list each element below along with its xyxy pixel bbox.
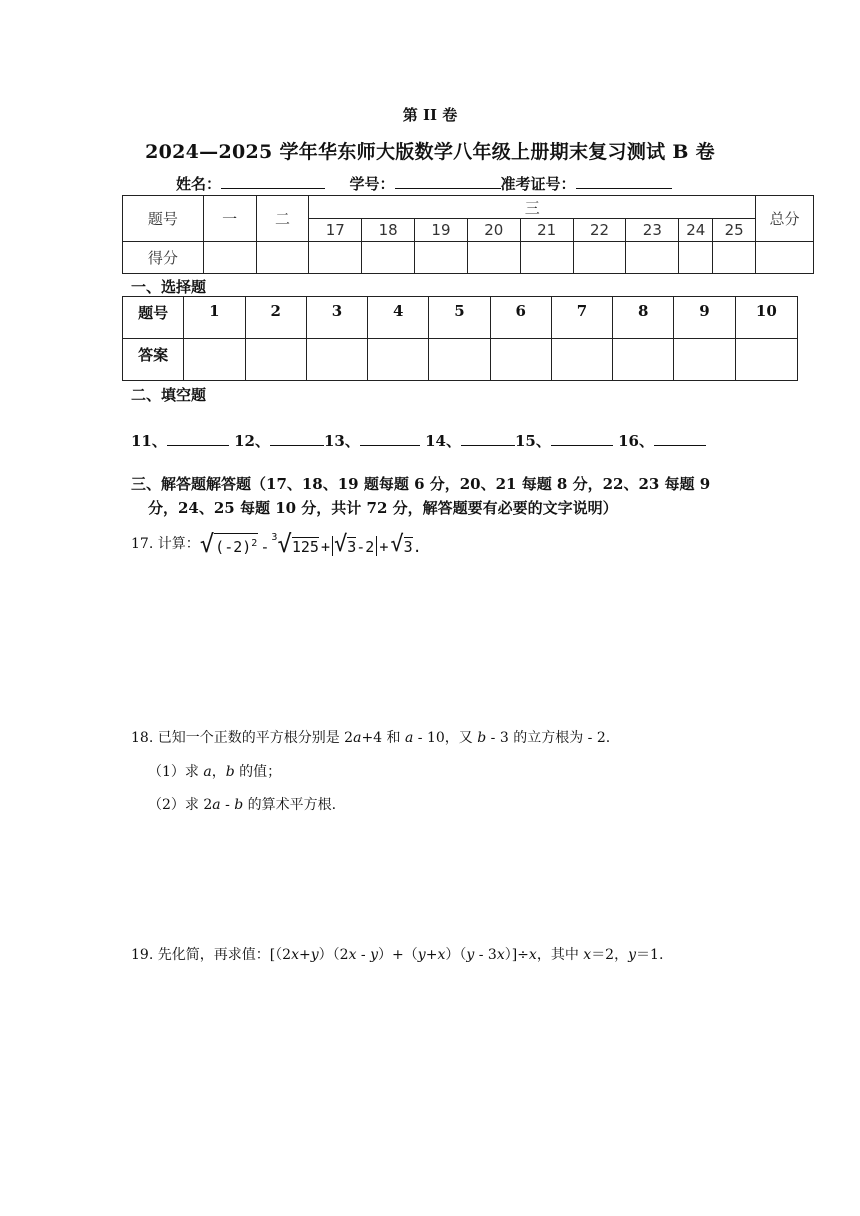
section-3-heading: 三、解答题解答题（17、18、19 题每题 6 分，20、21 每题 8 分，22、23 每题 9 <box>131 475 711 493</box>
fill-item-label: 11、 <box>131 432 167 450</box>
fill-blank[interactable] <box>461 431 515 446</box>
answer-table-number: 2 <box>245 297 306 339</box>
score-table-sub-col: 18 <box>362 219 415 242</box>
answer-cell[interactable] <box>613 339 674 381</box>
section-3-heading-cont: 分，24、25 每题 10 分，共计 72 分，解答题要有必要的文字说明） <box>148 499 618 517</box>
answer-table-number-label: 题号 <box>123 297 184 339</box>
score-table-sub-col: 22 <box>573 219 626 242</box>
fill-blank[interactable] <box>167 431 229 446</box>
fill-blank[interactable] <box>551 431 613 446</box>
cbrt-symbol: √ <box>277 530 292 558</box>
score-cell[interactable] <box>573 242 626 274</box>
score-table-col-1: 一 <box>203 196 256 242</box>
answer-cell[interactable] <box>735 339 797 381</box>
fill-blank[interactable] <box>270 431 324 446</box>
score-table-total: 总分 <box>756 196 814 242</box>
fill-blank[interactable] <box>360 431 420 446</box>
answer-table-number: 9 <box>674 297 735 339</box>
score-cell[interactable] <box>679 242 713 274</box>
question-18-part-1: （1）求 a，b 的值； <box>148 764 282 780</box>
section-2-heading: 二、填空题 <box>131 386 207 404</box>
fill-blank[interactable] <box>654 431 706 446</box>
sqrt-symbol: √ <box>199 530 215 558</box>
answer-cell[interactable] <box>429 339 490 381</box>
answer-table-number: 7 <box>551 297 612 339</box>
score-cell[interactable] <box>756 242 814 274</box>
sqrt-symbol: √ <box>333 532 348 557</box>
score-cell[interactable] <box>203 242 256 274</box>
exam-id-blank[interactable] <box>576 174 672 189</box>
score-cell[interactable] <box>626 242 679 274</box>
fill-item-label: 12、 <box>234 432 270 450</box>
score-cell[interactable] <box>520 242 573 274</box>
score-cell[interactable] <box>467 242 520 274</box>
score-table <box>122 195 814 274</box>
student-info-line <box>176 173 672 194</box>
score-table-score-label: 得分 <box>123 242 204 274</box>
fill-item-label: 16、 <box>618 432 654 450</box>
answer-table-number: 5 <box>429 297 490 339</box>
question-17-label: 17. 计算： <box>131 536 200 552</box>
student-id-blank[interactable] <box>395 174 501 189</box>
fill-item-label: 13、 <box>323 432 360 450</box>
answer-cell[interactable] <box>674 339 735 381</box>
score-cell[interactable] <box>415 242 468 274</box>
sqrt-symbol: √ <box>390 532 404 557</box>
answer-table-number: 8 <box>613 297 674 339</box>
page-title: 2024—2025 学年华东师大版数学八年级上册期末复习测试 B 卷 <box>145 141 715 163</box>
answer-table-number: 10 <box>735 297 797 339</box>
fill-blank-line <box>131 430 706 451</box>
answer-cell[interactable] <box>306 339 367 381</box>
question-18-part-2: （2）求 2a - b 的算术平方根. <box>148 797 337 813</box>
student-id-label: 学号： <box>349 175 395 193</box>
score-table-question-label: 题号 <box>123 196 204 242</box>
fill-item-label: 14、 <box>425 432 461 450</box>
answer-table-number: 6 <box>490 297 551 339</box>
score-table-sub-col: 21 <box>520 219 573 242</box>
exam-id-label: 准考证号： <box>500 175 576 193</box>
answer-table-number: 3 <box>306 297 367 339</box>
section-1-heading: 一、选择题 <box>131 278 207 296</box>
question-19: 19. 先化简，再求值：[（2x+y）（2x - y）+（y+x）（y - 3x）]÷x，其中 x＝2，y＝1. <box>131 947 664 963</box>
answer-cell[interactable] <box>184 339 245 381</box>
answer-cell[interactable] <box>245 339 306 381</box>
math-formula: √ $(-2)^2$ - $^3$ √ 125 + √ 3 -2 + √ 3 . <box>199 530 422 558</box>
score-cell[interactable] <box>362 242 415 274</box>
score-cell[interactable] <box>309 242 362 274</box>
name-blank[interactable] <box>221 174 325 189</box>
question-17 <box>131 532 422 556</box>
score-table-sub-col: 19 <box>415 219 468 242</box>
answer-cell[interactable] <box>368 339 429 381</box>
score-cell[interactable] <box>256 242 309 274</box>
answer-table-number: 1 <box>184 297 245 339</box>
answer-cell[interactable] <box>551 339 612 381</box>
score-table-sub-col: 25 <box>713 219 756 242</box>
score-table-sub-col: 24 <box>679 219 713 242</box>
score-table-sub-col: 23 <box>626 219 679 242</box>
score-cell[interactable] <box>713 242 756 274</box>
answer-cell[interactable] <box>490 339 551 381</box>
question-18: 18. 已知一个正数的平方根分别是 2a+4 和 a - 10，又 b - 3 的立方根为 - 2. <box>131 730 611 746</box>
score-table-col-2: 二 <box>256 196 309 242</box>
answer-table-answer-label: 答案 <box>123 339 184 381</box>
score-table-col-3: 三 <box>309 196 756 219</box>
fill-item-label: 15、 <box>514 432 551 450</box>
score-table-sub-col: 20 <box>467 219 520 242</box>
answer-table-number: 4 <box>368 297 429 339</box>
score-table-sub-col: 17 <box>309 219 362 242</box>
volume-label: 第 II 卷 <box>402 106 458 124</box>
answer-table <box>122 296 798 381</box>
name-label: 姓名： <box>176 175 222 193</box>
